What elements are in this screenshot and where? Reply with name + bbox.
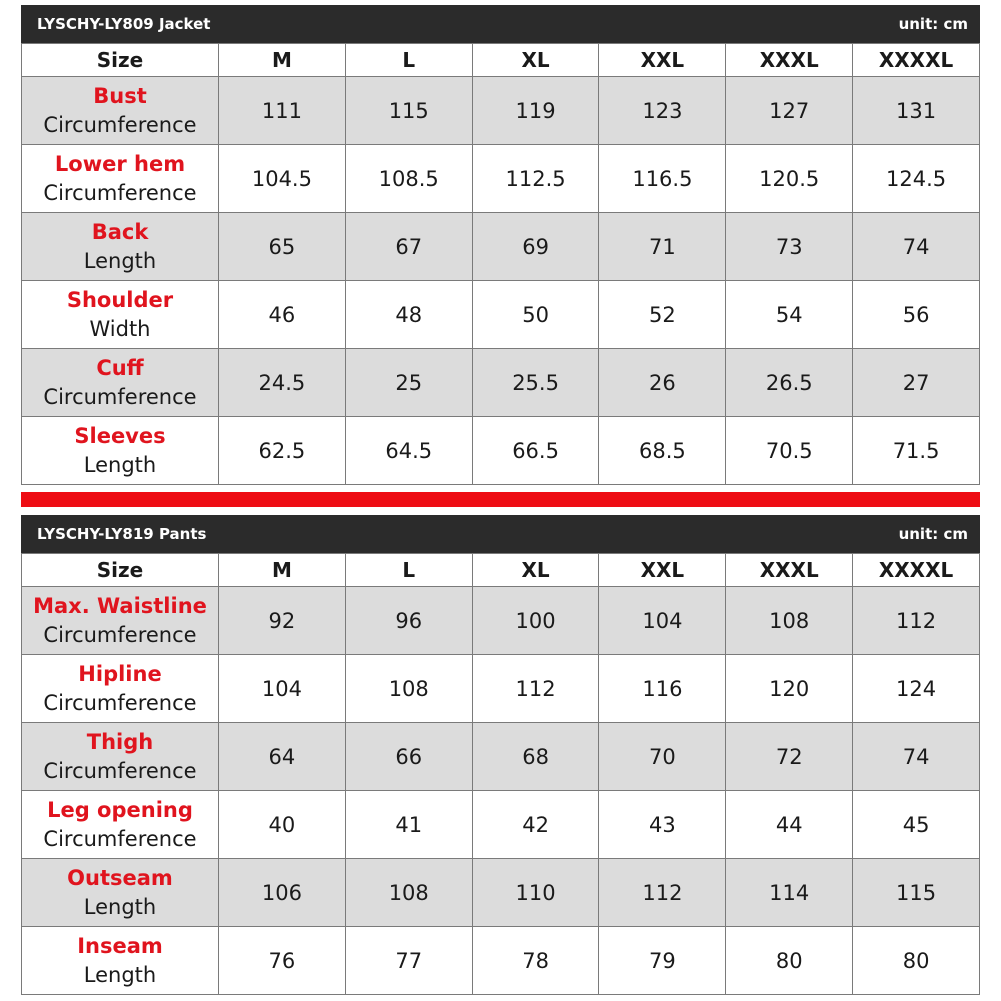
measurement-value: 76 [219,927,346,995]
measurement-value: 92 [219,587,346,655]
measurement-value: 106 [219,859,346,927]
measurement-value: 110 [472,859,599,927]
measurement-value: 131 [853,77,980,145]
measurement-value: 54 [726,281,853,349]
measurement-value: 108.5 [345,145,472,213]
size-column-header: XXL [599,554,726,587]
measurement-type: Circumference [43,758,197,783]
measurement-name: Thigh [86,729,154,754]
measurement-value: 67 [345,213,472,281]
measurement-value: 77 [345,927,472,995]
table-row [22,655,980,723]
measurement-value: 73 [726,213,853,281]
table-row [22,859,980,927]
measurement-label-cell [22,791,219,859]
table-row [22,213,980,281]
measurement-label-cell [22,145,219,213]
measurement-value: 108 [345,655,472,723]
size-header: Size [22,44,219,77]
measurement-value: 124 [853,655,980,723]
size-column-header: XXXXL [853,44,980,77]
table-row [22,723,980,791]
measurement-value: 111 [219,77,346,145]
measurement-value: 43 [599,791,726,859]
measurement-value: 24.5 [219,349,346,417]
pants-title: LYSCHY-LY819 Pants [37,525,207,543]
measurement-value: 66.5 [472,417,599,485]
measurement-type: Length [83,962,157,987]
measurement-value: 56 [853,281,980,349]
measurement-label-cell [22,417,219,485]
measurement-value: 96 [345,587,472,655]
section-divider [21,492,980,507]
measurement-value: 74 [853,723,980,791]
measurement-value: 52 [599,281,726,349]
measurement-value: 123 [599,77,726,145]
measurement-value: 40 [219,791,346,859]
table-row [22,417,980,485]
measurement-label-cell [22,281,219,349]
measurement-value: 71 [599,213,726,281]
measurement-value: 114 [726,859,853,927]
measurement-name: Leg opening [47,797,193,822]
measurement-value: 69 [472,213,599,281]
measurement-type: Circumference [43,690,197,715]
measurement-value: 115 [853,859,980,927]
measurement-name: Sleeves [74,423,166,448]
measurement-value: 120 [726,655,853,723]
measurement-value: 104 [219,655,346,723]
measurement-value: 116.5 [599,145,726,213]
size-column-header: XL [472,44,599,77]
measurement-value: 80 [726,927,853,995]
measurement-value: 112 [472,655,599,723]
size-column-header: M [219,44,346,77]
measurement-label-cell [22,723,219,791]
table-row [22,77,980,145]
measurement-type: Length [83,894,157,919]
measurement-label-cell [22,655,219,723]
measurement-value: 41 [345,791,472,859]
measurement-value: 25.5 [472,349,599,417]
measurement-value: 71.5 [853,417,980,485]
measurement-value: 68.5 [599,417,726,485]
measurement-name: Hipline [78,661,162,686]
measurement-name: Shoulder [66,287,174,312]
pants-header-row [22,554,980,587]
measurement-value: 66 [345,723,472,791]
jacket-title-bar [21,5,980,43]
measurement-value: 108 [345,859,472,927]
measurement-value: 104 [599,587,726,655]
size-column-header: XXXL [726,554,853,587]
measurement-type: Circumference [43,180,197,205]
measurement-value: 64 [219,723,346,791]
measurement-type: Width [89,316,151,341]
measurement-value: 26.5 [726,349,853,417]
measurement-type: Circumference [43,826,197,851]
jacket-size-chart [21,5,980,485]
measurement-label-cell [22,587,219,655]
measurement-value: 48 [345,281,472,349]
measurement-value: 112 [599,859,726,927]
measurement-value: 100 [472,587,599,655]
measurement-value: 46 [219,281,346,349]
jacket-unit: unit: cm [898,15,968,33]
size-header: Size [22,554,219,587]
measurement-name: Inseam [77,933,163,958]
measurement-value: 26 [599,349,726,417]
measurement-value: 72 [726,723,853,791]
size-column-header: XL [472,554,599,587]
measurement-value: 68 [472,723,599,791]
measurement-value: 50 [472,281,599,349]
measurement-name: Max. Waistline [33,593,207,618]
measurement-value: 62.5 [219,417,346,485]
size-column-header: L [345,44,472,77]
measurement-name: Lower hem [54,151,186,176]
measurement-type: Circumference [43,622,197,647]
measurement-label-cell [22,213,219,281]
measurement-value: 116 [599,655,726,723]
measurement-value: 44 [726,791,853,859]
table-row [22,145,980,213]
measurement-value: 64.5 [345,417,472,485]
measurement-value: 120.5 [726,145,853,213]
table-row [22,927,980,995]
measurement-value: 79 [599,927,726,995]
measurement-label-cell [22,77,219,145]
measurement-value: 112.5 [472,145,599,213]
size-column-header: XXL [599,44,726,77]
measurement-type: Circumference [43,384,197,409]
measurement-value: 80 [853,927,980,995]
table-row [22,791,980,859]
jacket-title: LYSCHY-LY809 Jacket [37,15,211,33]
measurement-value: 78 [472,927,599,995]
measurement-value: 25 [345,349,472,417]
pants-table [21,553,980,995]
pants-unit: unit: cm [898,525,968,543]
pants-size-chart [21,515,980,995]
measurement-value: 115 [345,77,472,145]
measurement-value: 45 [853,791,980,859]
size-column-header: XXXL [726,44,853,77]
measurement-value: 70 [599,723,726,791]
pants-title-bar [21,515,980,553]
table-row [22,587,980,655]
measurement-name: Outseam [67,865,173,890]
measurement-name: Back [91,219,149,244]
size-column-header: XXXXL [853,554,980,587]
measurement-type: Length [83,248,157,273]
measurement-name: Cuff [96,355,144,380]
size-column-header: M [219,554,346,587]
measurement-label-cell [22,349,219,417]
measurement-value: 112 [853,587,980,655]
measurement-name: Bust [93,83,147,108]
measurement-value: 124.5 [853,145,980,213]
measurement-value: 27 [853,349,980,417]
table-row [22,349,980,417]
measurement-value: 104.5 [219,145,346,213]
jacket-header-row [22,44,980,77]
measurement-value: 74 [853,213,980,281]
measurement-label-cell [22,859,219,927]
measurement-label-cell [22,927,219,995]
measurement-value: 42 [472,791,599,859]
measurement-value: 127 [726,77,853,145]
measurement-value: 70.5 [726,417,853,485]
jacket-table [21,43,980,485]
size-column-header: L [345,554,472,587]
measurement-value: 65 [219,213,346,281]
measurement-value: 119 [472,77,599,145]
measurement-type: Length [83,452,157,477]
measurement-value: 108 [726,587,853,655]
measurement-type: Circumference [43,112,197,137]
table-row [22,281,980,349]
